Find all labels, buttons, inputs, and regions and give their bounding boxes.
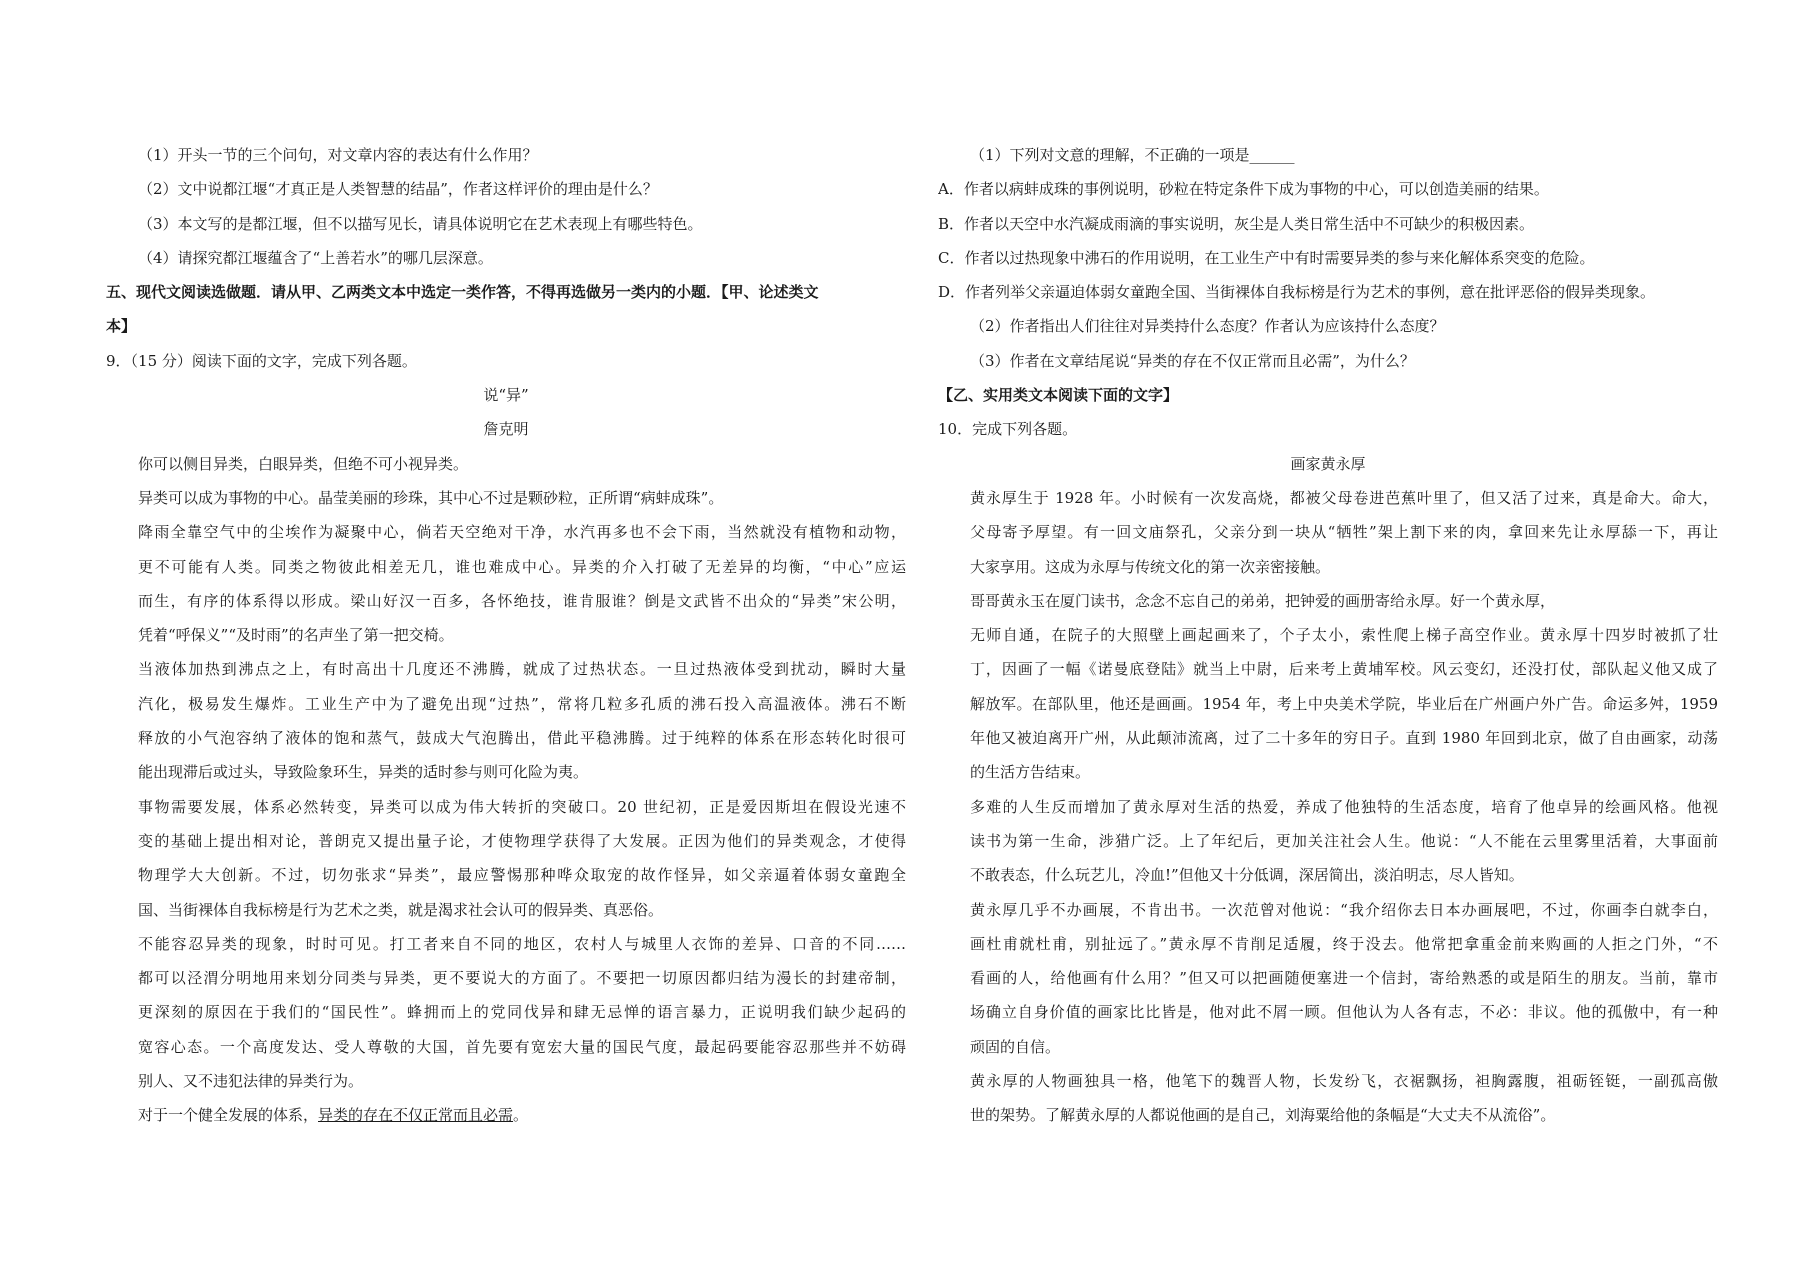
question-header: 10．完成下列各题。: [938, 420, 1078, 439]
paragraph-line: 不敢表态，什么玩艺儿，冷血!”但他又十分低调，深居简出，淡泊明志，尽人皆知。: [970, 866, 1524, 885]
q9-sub-question: （2）作者指出人们往往对异类持什么态度？作者认为应该持什么态度？: [970, 317, 1445, 336]
text-span: 。: [513, 1106, 529, 1125]
paragraph-line: 更不可能有人类。同类之物彼此相差无几，谁也难成中心。异类的介入打破了无差异的均衡，“中心”应运: [138, 557, 906, 576]
paragraph-line: 多难的人生反而增加了黄永厚对生活的热爱，养成了他独特的生活态度，培育了他卓异的绘画风格。他视: [970, 797, 1718, 816]
paragraph-line: 大家享用。这成为永厚与传统文化的第一次亲密接触。: [970, 557, 1331, 576]
q9-sub-question: （1）下列对文意的理解，不正确的一项是______: [970, 146, 1295, 164]
section-heading: 【乙、实用类文本阅读下面的文字】: [938, 386, 1179, 405]
question-header: 9．（15 分）阅读下面的文字，完成下列各题。: [106, 351, 417, 370]
paragraph-line: 的生活方告结束。: [970, 763, 1091, 782]
paragraph-line: 场确立自身价值的画家比比皆是，他对此不屑一顾。但他认为人各有志，不必：非议。他的孤傲中，有一种: [970, 1003, 1718, 1022]
paragraph-line: 更深刻的原因在于我们的“国民性”。蜂拥而上的党同伐异和肆无忌惮的语言暴力，正说明我们缺少起码的: [138, 1003, 906, 1022]
text-span: 对于一个健全发展的体系，: [138, 1106, 319, 1125]
paragraph-line: 解放军。在部队里，他还是画画。1954 年，考上中央美术学院，毕业后在广州画户外广告。命运多舛，1959: [970, 694, 1718, 713]
section-heading: 五、现代文阅读选做题．请从甲、乙两类文本中选定一类作答，不得再选做另一类内的小题．【甲、论述类文: [106, 283, 819, 302]
underlined-phrase: 异类的存在不仅正常而且必需: [318, 1106, 514, 1125]
q8-sub-question: （2）文中说都江堰“才真正是人类智慧的结晶”，作者这样评价的理由是什么？: [138, 180, 658, 199]
article-title: 说“异”: [483, 386, 529, 405]
article-title: 画家黄永厚: [1290, 454, 1366, 473]
left-column: [106, 138, 906, 1133]
paragraph-line: 当液体加热到沸点之上，有时高出十几度还不沸腾，就成了过热状态。一旦过热液体受到扰动，瞬时大量: [138, 660, 906, 679]
paragraph-line: 黄永厚的人物画独具一格，他笔下的魏晋人物，长发纷飞，衣裾飘扬，袒胸露腹，祖砺铚铤，一副孤高傲: [970, 1072, 1718, 1091]
paragraph-line: 看画的人，给他画有什么用？”但又可以把画随便塞进一个信封，寄给熟悉的或是陌生的朋友。当前，靠市: [970, 969, 1718, 988]
paragraph-line: 国、当街裸体自我标榜是行为艺术之类，就是渴求社会认可的假异类、真恶俗。: [138, 900, 664, 919]
paragraph-line: 都可以泾渭分明地用来划分同类与异类，更不要说大的方面了。不要把一切原因都归结为漫长的封建帝制，: [138, 969, 906, 988]
paragraph-line: 你可以侧目异类，白眼异类，但绝不可小视异类。: [138, 454, 469, 473]
paragraph-line: 顽固的自信。: [970, 1037, 1061, 1056]
answer-option: C．作者以过热现象中沸石的作用说明，在工业生产中有时需要异类的参与来化解体系突变的危险。: [938, 248, 1595, 267]
paragraph-line: 不能容忍异类的现象，时时可见。打工者来自不同的地区，农村人与城里人衣饰的差异、口音的不同……: [138, 934, 906, 953]
paragraph-line: 黄永厚生于 1928 年。小时候有一次发高烧，都被父母卷进芭蕉叶里了，但又活了过来，真是命大。命大，: [970, 488, 1718, 507]
q8-sub-question: （3）本文写的是都江堰，但不以描写见长，请具体说明它在艺术表现上有哪些特色。: [138, 214, 703, 233]
right-column: [938, 138, 1718, 1133]
paragraph-line: 世的架势。了解黄永厚的人都说他画的是自己，刘海粟给他的条幅是“大丈夫不从流俗”。: [970, 1106, 1556, 1125]
paragraph-line: 读书为第一生命，涉猎广泛。上了年纪后，更加关注社会人生。他说：“人不能在云里雾里活着，大事面前: [970, 831, 1718, 850]
paragraph-line: 别人、又不违犯法律的异类行为。: [138, 1072, 364, 1091]
paragraph-line: 降雨全靠空气中的尘埃作为凝聚中心，倘若天空绝对干净，水汽再多也不会下雨，当然就没有植物和动物，: [138, 523, 906, 542]
paragraph-line: 黄永厚几乎不办画展，不肯出书。一次范曾对他说：“我介绍你去日本办画展吧，不过，你画李白就李白，: [970, 900, 1718, 919]
answer-option: A．作者以病蚌成珠的事例说明，砂粒在特定条件下成为事物的中心，可以创造美丽的结果。: [938, 180, 1549, 199]
paragraph-line: 凭着“呼保义”“及时雨”的名声坐了第一把交椅。: [138, 626, 454, 645]
paragraph-line: 父母寄予厚望。有一回文庙祭孔，父亲分到一块从“牺牲”架上割下来的肉，拿回来先让永厚舔一下，再让: [970, 523, 1718, 542]
paragraph-line: 画杜甫就杜甫，别扯远了。”黄永厚不肯削足适履，终于没去。他常把拿重金前来购画的人拒之门外，“不: [970, 934, 1718, 953]
paragraph-line: 能出现滞后或过头，导致险象环生，异类的适时参与则可化险为夷。: [138, 763, 589, 782]
q8-sub-question: （1）开头一节的三个问句，对文章内容的表达有什么作用？: [138, 146, 538, 164]
paragraph-last-line: [106, 1098, 906, 1132]
paragraph-line: 变的基础上提出相对论，普朗克又提出量子论，才使物理学获得了大发展。正因为他们的异类观念，才使得: [138, 831, 906, 850]
paragraph-line: 事物需要发展，体系必然转变，异类可以成为伟大转折的突破口。20 世纪初，正是爱因斯坦在假设光速不: [138, 797, 906, 816]
paragraph-line: 年他又被迫离开广州，从此颠沛流离，过了二十多年的穷日子。直到 1980 年回到北京，做了自由画家，动荡: [970, 729, 1718, 748]
paragraph-line: 丁，因画了一幅《诺曼底登陆》就当上中尉，后来考上黄埔军校。风云变幻，还没打仗，部队起义他又成了: [970, 660, 1718, 679]
article-author: 詹克明: [483, 420, 529, 439]
q8-sub-question: （4）请探究都江堰蕴含了“上善若水”的哪几层深意。: [138, 248, 493, 267]
paragraph-line: 物理学大大创新。不过，切勿张求“异类”，最应警惕那种哗众取宠的故作怪异，如父亲逼着体弱女童跑全: [138, 866, 906, 885]
paragraph-line: 无师自通，在院子的大照壁上画起画来了，个子太小，索性爬上梯子高空作业。黄永厚十四岁时被抓了壮: [970, 626, 1718, 645]
q9-sub-question: （3）作者在文章结尾说“异类的存在不仅正常而且必需”，为什么？: [970, 351, 1415, 370]
answer-option: B．作者以天空中水汽凝成雨滴的事实说明，灰尘是人类日常生活中不可缺少的积极因素。: [938, 214, 1535, 233]
paragraph-line: 而生，有序的体系得以形成。梁山好汉一百多，各怀绝技，谁肯服谁？倒是文武皆不出众的“异类”宋公明，: [138, 591, 906, 610]
paragraph-line: 释放的小气泡容纳了液体的饱和蒸气，鼓成大气泡腾出，借此平稳沸腾。过于纯粹的体系在形态转化时很可: [138, 729, 906, 748]
answer-option: D．作者列举父亲逼迫体弱女童跑全国、当街裸体自我标榜是行为艺术的事例，意在批评恶俗的假异类现象。: [938, 283, 1656, 302]
section-heading-cont: 本】: [106, 317, 137, 336]
paragraph-line: 宽容心态。一个高度发达、受人尊敬的大国，首先要有宽宏大量的国民气度，最起码要能容忍那些并不妨碍: [138, 1037, 906, 1056]
paragraph-line: 异类可以成为事物的中心。晶莹美丽的珍珠，其中心不过是颗砂粒，正所谓“病蚌成珠”。: [138, 488, 724, 507]
paragraph-line: 哥哥黄永玉在厦门读书，念念不忘自己的弟弟，把钟爱的画册寄给永厚。好一个黄永厚，: [970, 591, 1556, 610]
paragraph-line: 汽化，极易发生爆炸。工业生产中为了避免出现“过热”，常将几粒多孔质的沸石投入高温液体。沸石不断: [138, 694, 906, 713]
